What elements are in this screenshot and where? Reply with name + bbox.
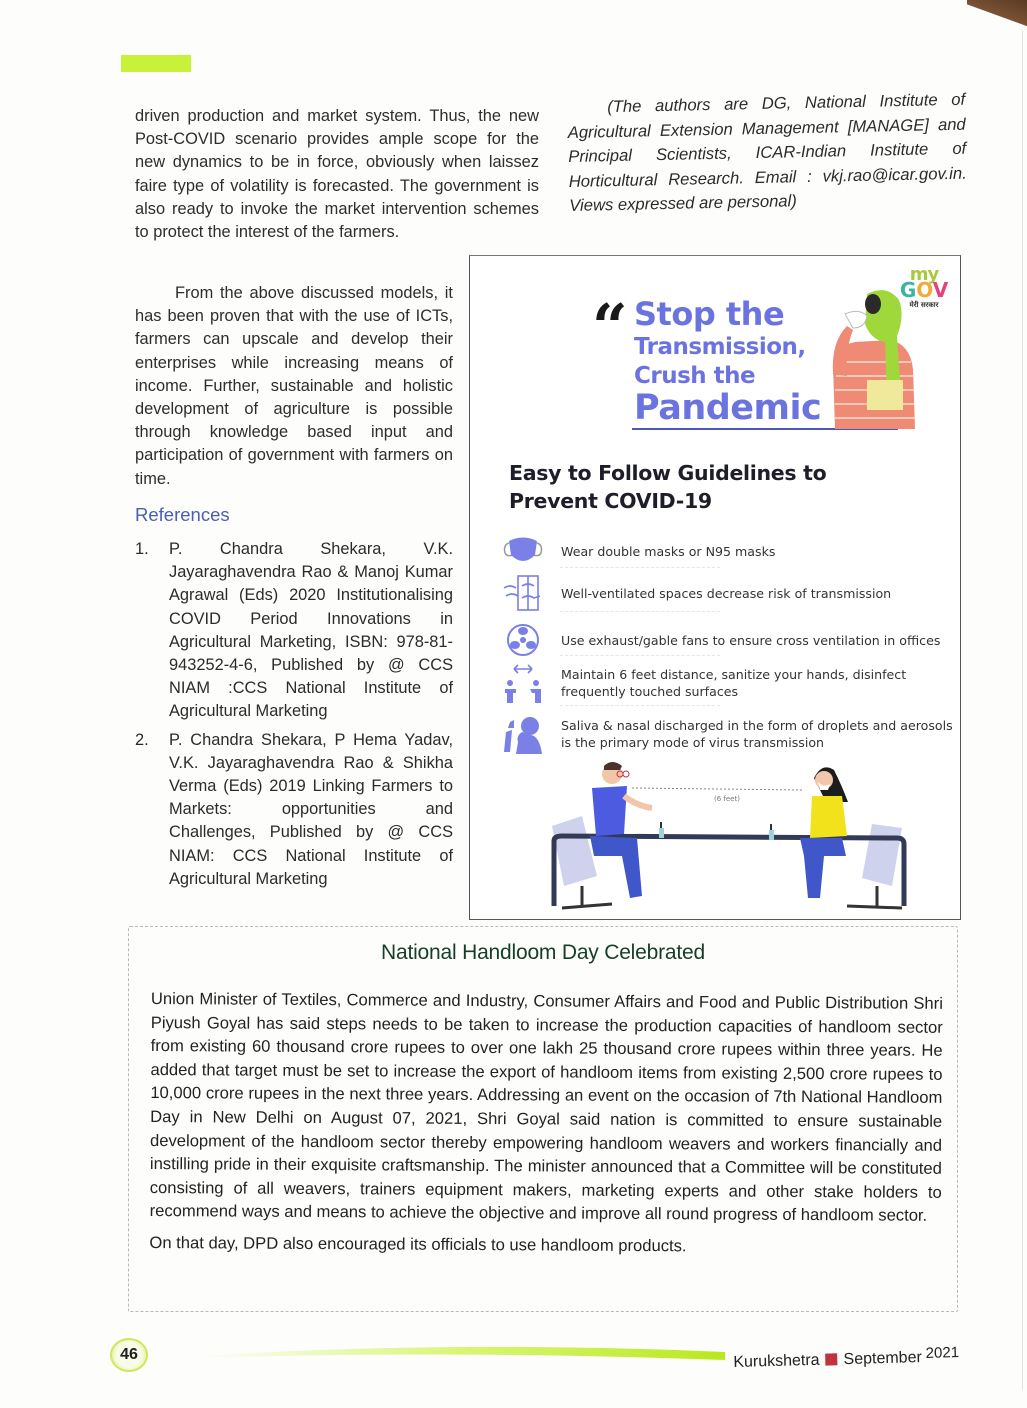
references-heading: References	[135, 504, 230, 525]
guideline-text: Maintain 6 feet distance, sanitize your hands, disinfect frequently touched surfaces	[561, 667, 907, 699]
guideline-item	[500, 663, 955, 703]
headline-line-1: Stop the	[634, 295, 785, 333]
separator-square-icon	[825, 1353, 837, 1365]
guideline-text: Use exhaust/gable fans to ensure cross ventilation in offices	[561, 632, 941, 648]
handloom-paragraph-1: Union Minister of Textiles, Commerce and Industry, Consumer Affairs and Food and Public Distribution Shri Piyush Goyal has said steps needs to be taken to increase the production capacities of handloom sector from existing 60 thousand crore rupees to over one lakh 25 thousand crore rupees within three years. He added that target must be set to increase the export of handloom items from existing 2,500 crore rupees to 10,000 crore rupees in the next three years. Addressing an event on the occasion of 7th National Handloom Day in New Delhi on August 07, 2021, Shri Goyal said nation is committed to ensure sustainable development of the handloom sector thereby empowering handloom weavers and workers financially and instilling pride in their exquisite craftsmanship. The minister announced that a Committee will be constituted consisting of all weavers, trainers equipment makers, marketing experts and other stake holders to recommend ways and means to achieve the objective and improve all round progress of handloom sector.	[149, 988, 943, 1226]
article-paragraph-2-text: From the above discussed models, it has been proven that with the use of ICTs, farmers can upscale and develop their enterprises while increasing means of income. Further, sustainable and holistic development of agriculture is possible through knowledge based input and participation of government with farmers on time.	[135, 284, 453, 488]
mask-icon	[500, 531, 546, 571]
reference-item	[135, 729, 453, 891]
divider	[560, 567, 720, 568]
reference-number: 2.	[135, 730, 149, 749]
distance-label: (6 feet)	[714, 795, 740, 803]
window-ventilation-icon	[500, 573, 546, 613]
page-number: 46	[110, 1338, 148, 1372]
quote-mark-icon: “	[592, 290, 628, 363]
mygov-logo-my: my	[909, 264, 939, 285]
guideline-text: Well-ventilated spaces decrease risk of transmission	[561, 585, 892, 601]
footer-swoosh-decoration	[200, 1342, 725, 1362]
section-tab-marker	[121, 55, 191, 72]
reference-text: P. Chandra Shekara, P Hema Yadav, V.K. Jayaraghavendra Rao & Shikha Verma (Eds) 2019 Linking Farmers to Markets: opportunities and Challenges, Published by @ CCS NIAM: CCS National Institute of Agricultural Marketing	[169, 730, 453, 888]
footer-publication	[733, 1344, 959, 1372]
page-corner-shadow	[967, 0, 1027, 30]
headline-line-3: Crush the	[634, 363, 756, 389]
mygov-logo-hindi: मेरी सरकार	[909, 301, 939, 309]
guideline-item	[500, 531, 955, 571]
sneeze-icon	[500, 714, 546, 754]
distance-icon	[500, 663, 546, 703]
guideline-text: Wear double masks or N95 masks	[561, 543, 776, 559]
mygov-logo	[898, 266, 950, 309]
social-distancing-illustration	[542, 756, 912, 916]
guideline-item	[500, 573, 955, 613]
handloom-news-box	[128, 926, 958, 1312]
divider	[560, 611, 720, 612]
handloom-body	[149, 987, 943, 1259]
headline-line-2: Transmission,	[634, 334, 806, 360]
fan-icon	[500, 620, 546, 660]
divider	[560, 705, 720, 706]
handloom-title: National Handloom Day Celebrated	[381, 941, 705, 964]
references-list	[135, 538, 453, 896]
article-paragraph-1: driven production and market system. Thus, the new Post-COVID scenario provides ample scope for the new dynamics to be in force, obviously when laissez faire type of volatility is forecasted. The government is also ready to invoke the market intervention schemes to protect the interest of the farmers.	[135, 107, 539, 242]
covid-poster	[469, 255, 961, 920]
guidelines-title: Easy to Follow Guidelines to Prevent COVID-19	[509, 461, 827, 513]
headline-line-4: Pandemic	[634, 388, 822, 428]
author-byline-text: (The authors are DG, National Institute of Agricultural Extension Management [MANAGE] and Principal Scientists, ICAR-Indian Institute of Horticultural Research. Email : vkj.rao@icar.gov.in. Views expressed are personal)	[567, 89, 967, 216]
issue-year: 2021	[925, 1344, 960, 1362]
author-byline	[567, 88, 967, 219]
article-paragraph-2	[135, 282, 453, 491]
reference-number: 1.	[135, 540, 149, 558]
divider	[560, 655, 720, 656]
issue-month: September	[843, 1349, 923, 1369]
poster-headline	[634, 295, 822, 428]
guideline-item	[500, 620, 955, 660]
guideline-text: Saliva & nasal discharged in the form of droplets and aerosols is the primary mode of virus transmission	[561, 718, 953, 750]
guideline-item	[500, 714, 955, 754]
mygov-logo-gov: GOV	[899, 278, 949, 302]
reference-item	[135, 538, 453, 724]
handloom-paragraph-2: On that day, DPD also encouraged its officials to use handloom products.	[149, 1232, 687, 1256]
page-edge	[1022, 30, 1023, 1390]
magazine-name: Kurukshetra	[733, 1351, 820, 1371]
reference-text: P. Chandra Shekara, V.K. Jayaraghavendra Rao & Manoj Kumar Agrawal (Eds) 2020 Institutionalising COVID Period Innovations in Agricultural Marketing, ISBN: 978-81-943252-4-6, Published by @ CCS NIAM :CCS National Institute of Agricultural Marketing	[169, 540, 453, 721]
